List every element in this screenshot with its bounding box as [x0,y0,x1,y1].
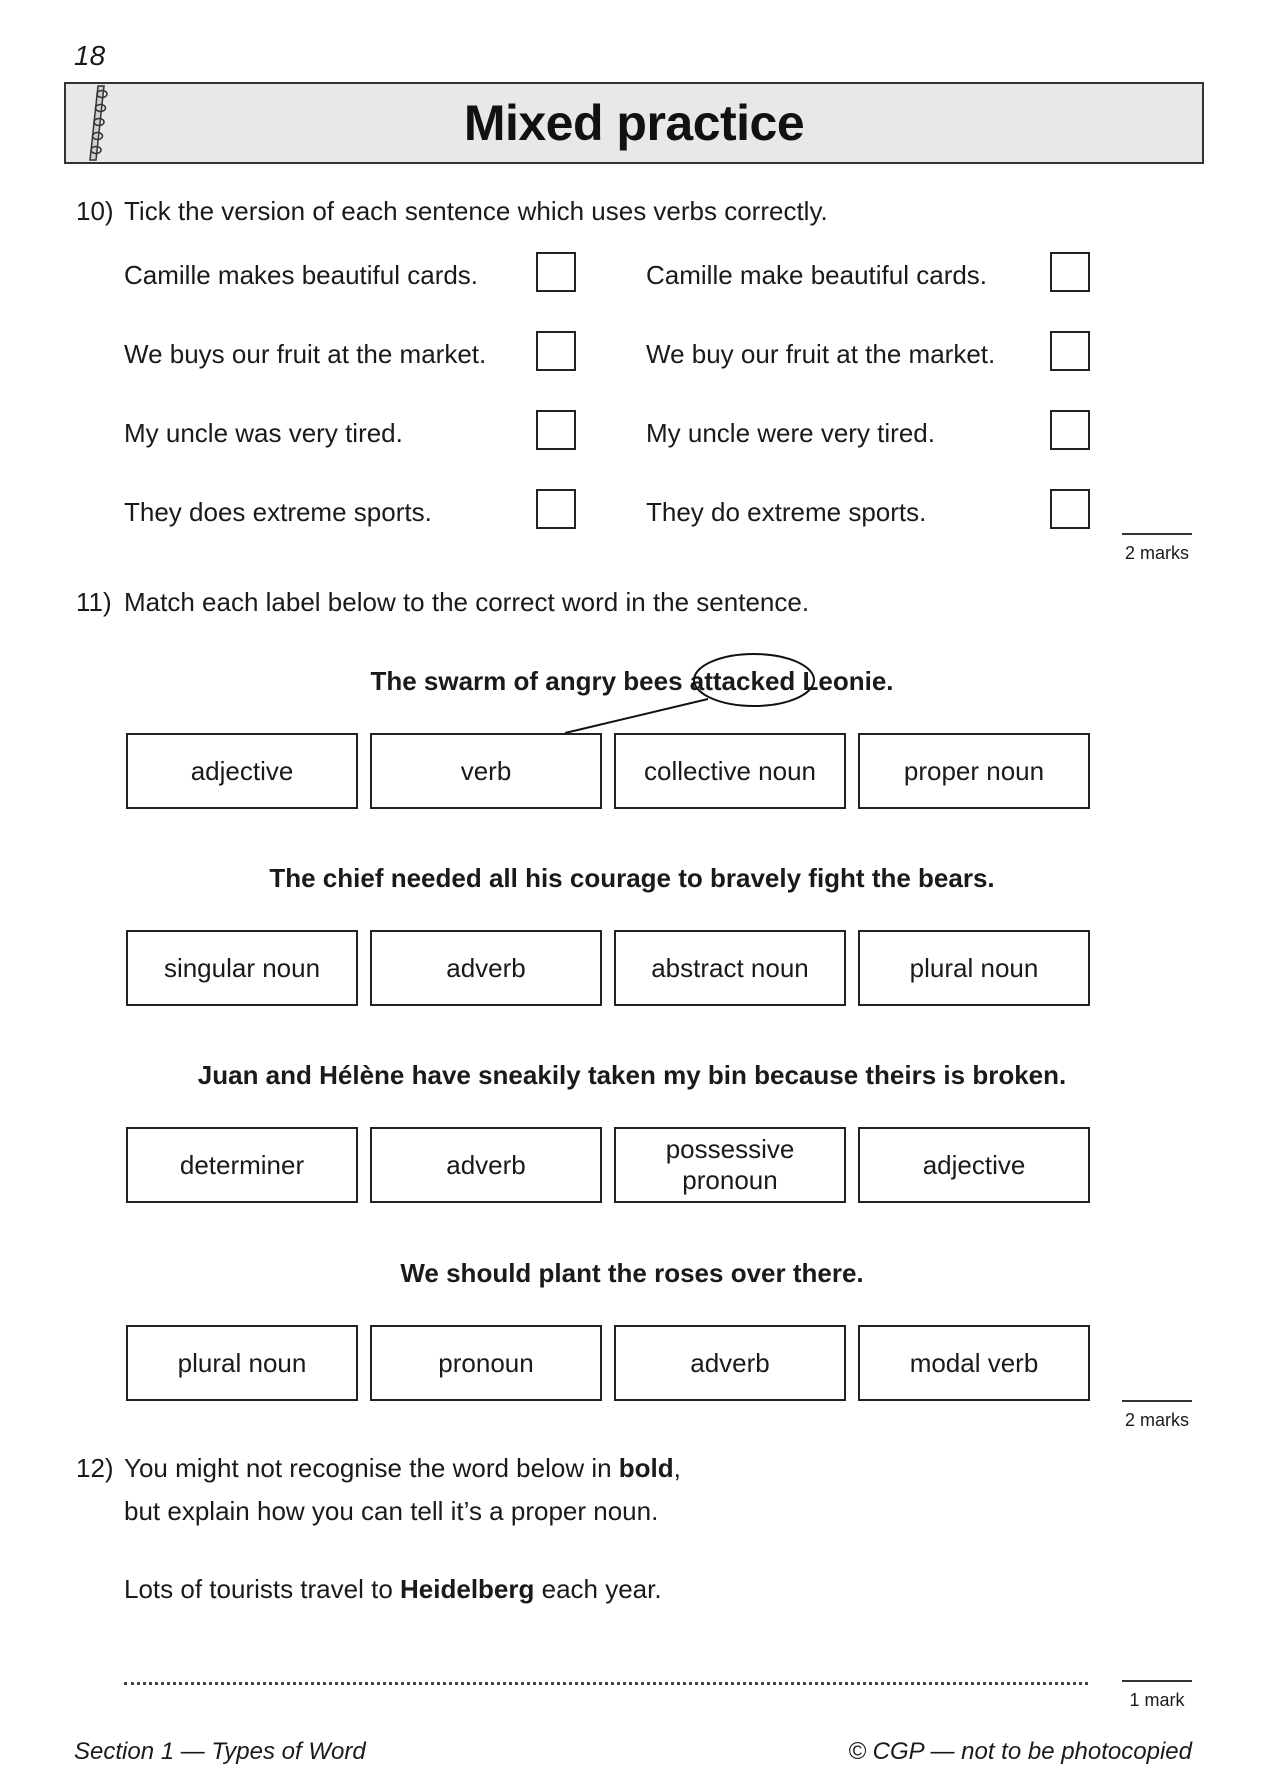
marks-label: 1 mark [1129,1690,1185,1710]
q12-bold-word: bold [618,1453,674,1483]
question-text-line-1 [124,1453,681,1484]
proper-noun-word: Heidelberg [400,1574,535,1604]
sentence-option-left: They does extreme sports. [124,497,432,527]
marks-label: 2 marks [1124,543,1189,563]
word-label-box[interactable]: adjective [126,733,358,809]
word-label-box[interactable]: modal verb [858,1325,1090,1401]
word-label-box[interactable]: pronoun [370,1325,602,1401]
sentence-option-left: Camille makes beautiful cards. [124,260,479,290]
word-label-box[interactable]: proper noun [858,733,1090,809]
footer-copyright: © CGP — not to be photocopied [848,1738,1192,1765]
word-label-box[interactable]: collective noun [614,733,846,809]
sentence-option-right: We buy our fruit at the market. [646,339,996,369]
word-label-box[interactable]: verb [370,733,602,809]
q12-text-start: You might not recognise the word below in [124,1453,619,1483]
example-sentence-start: The swarm of angry bees [370,666,690,696]
question-text: Tick the version of each sentence which uses verbs correctly. [124,196,828,226]
word-label-box[interactable]: adjective [858,1127,1090,1203]
word-label-box[interactable]: adverb [614,1325,846,1401]
question-text: Match each label below to the correct word in the sentence. [124,587,810,617]
question-text-line-2: but explain how you can tell it’s a proper noun. [124,1496,659,1526]
answer-connector-line [565,699,708,733]
example-text-start: Lots of tourists travel to [124,1574,401,1604]
sentence-option-right: They do extreme sports. [646,497,927,527]
circled-word: attacked [689,666,796,696]
sentence-option-left: My uncle was very tired. [124,418,403,448]
word-label-box[interactable]: abstract noun [614,930,846,1006]
marks-label: 2 marks [1124,1410,1189,1430]
match-sentence: Juan and Hélène have sneakily taken my bin because theirs is broken. [197,1060,1067,1090]
word-label-box[interactable]: singular noun [126,930,358,1006]
footer-section-label: Section 1 — Types of Word [74,1738,366,1765]
question-number: 10) [76,196,114,226]
match-sentence: We should plant the roses over there. [400,1258,864,1288]
answer-circle [694,654,814,706]
match-sentence: The chief needed all his courage to bravely fight the bears. [269,863,995,893]
page-title: Mixed practice [463,95,805,151]
word-label-box[interactable]: adverb [370,930,602,1006]
word-label-box[interactable]: plural noun [126,1325,358,1401]
marks-line [1122,1400,1192,1402]
example-sentence [124,1574,662,1605]
example-sentence-end: Leonie. [795,666,894,696]
word-label-box[interactable]: plural noun [858,930,1090,1006]
question-number: 11) [76,587,112,617]
word-label-box[interactable]: determiner [126,1127,358,1203]
question-number: 12) [76,1453,114,1483]
sentence-option-right: My uncle were very tired. [646,418,935,448]
sentence-option-left: We buys our fruit at the market. [124,339,487,369]
sentence-option-right: Camille make beautiful cards. [646,260,988,290]
example-answer-mark [0,0,1264,800]
word-label-box[interactable]: adverb [370,1127,602,1203]
q12-text-end: , [673,1453,681,1483]
example-text-end: each year. [534,1574,662,1604]
word-label-box[interactable]: possessive pronoun [614,1127,846,1203]
answer-input[interactable] [124,1654,1088,1685]
page-number: 18 [74,40,106,71]
marks-line [1122,1680,1192,1682]
